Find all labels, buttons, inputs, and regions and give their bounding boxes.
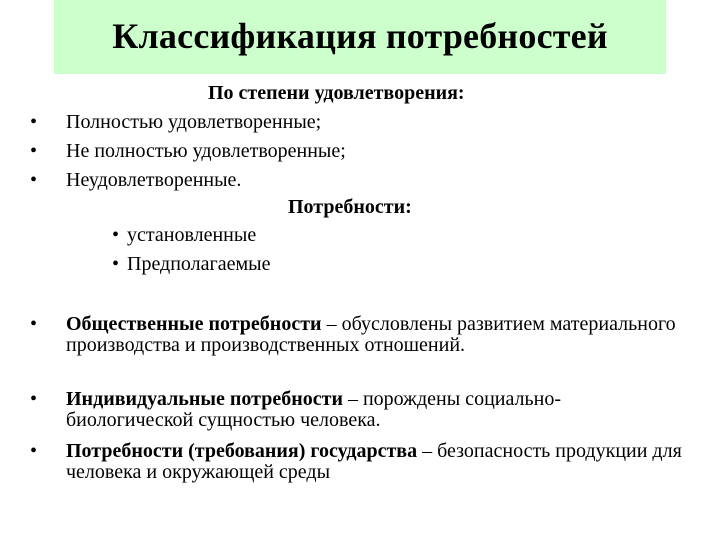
bullet-icon: • [112, 224, 120, 246]
bullet-icon: • [30, 140, 38, 162]
satisfaction-item: Неудовлетворенные. [66, 169, 242, 191]
slide-title: Классификация потребностей [112, 16, 608, 56]
bullet-icon: • [30, 313, 38, 335]
needs-heading: Потребности: [288, 196, 412, 218]
definition-public-needs [66, 314, 686, 356]
definition-text: – обусловлены развитием материального производства и производственных отношений. [66, 313, 676, 356]
satisfaction-item: Полностью удовлетворенные; [66, 111, 322, 133]
definition-state-needs [66, 441, 686, 483]
bullet-icon: • [30, 169, 38, 191]
needs-item: установленные [127, 224, 257, 246]
definition-text: – безопасность продукции для человека и окружающей среды [66, 440, 682, 483]
definition-individual-needs [66, 389, 686, 431]
satisfaction-heading: По степени удовлетворения: [208, 82, 465, 104]
satisfaction-item: Не полностью удовлетворенные; [66, 140, 346, 162]
definition-text: – порождены социально-биологической сущностью человека. [66, 388, 561, 431]
bullet-icon: • [112, 253, 120, 275]
definition-term: Потребности (требования) государства [66, 440, 418, 462]
bullet-icon: • [30, 440, 38, 462]
title-banner [54, 0, 666, 74]
bullet-icon: • [30, 111, 38, 133]
needs-item: Предполагаемые [127, 253, 271, 275]
definition-term: Индивидуальные потребности [66, 388, 343, 410]
bullet-icon: • [30, 388, 38, 410]
definition-term: Общественные потребности [66, 313, 322, 335]
